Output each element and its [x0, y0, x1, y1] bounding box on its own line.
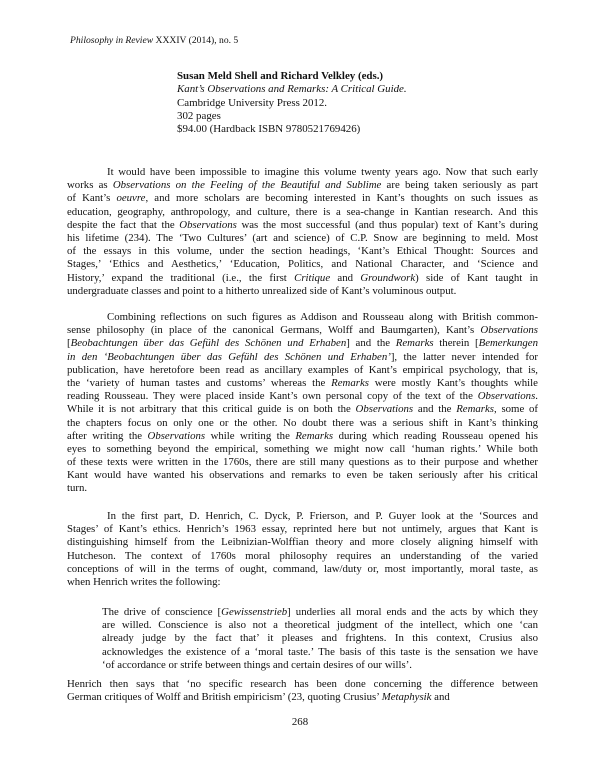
italic-text: Observations — [480, 324, 538, 337]
book-authors: Susan Meld Shell and Richard Velkley (eds.) — [177, 70, 384, 82]
italic-text: oeuvre — [116, 192, 146, 205]
text-line — [67, 364, 538, 377]
text-run: [ — [67, 337, 71, 350]
text-run: acknowledges the existence of a ‘moral taste.’ The basis of this taste is the sensation we have — [102, 645, 538, 658]
paragraph-combining — [67, 311, 538, 496]
text-line — [67, 179, 538, 192]
text-line — [67, 192, 538, 205]
text-line — [67, 430, 538, 443]
text-run: , some of — [493, 403, 538, 416]
text-line — [67, 324, 538, 337]
italic-text: in den ‘Beobachtungen über das Gefühl des Schönen und Erhaben’ — [67, 350, 391, 363]
text-line — [67, 390, 538, 403]
text-line — [67, 258, 538, 271]
text-run: Stages,’ ‘Ethics and Aesthetics,’ ‘Education, Politics, and National Character, and ‘Science and — [67, 258, 538, 271]
text-run: ] and the — [346, 337, 396, 350]
text-run: after writing the — [67, 429, 148, 442]
text-run: conceptions of will in the terms of ought, command, law/duty or, most importantly, moral taste, as — [67, 562, 538, 575]
text-run: . — [535, 390, 538, 403]
text-run: Stages’ of Kant’s ethics. Henrich’s 1963 essay, reprinted here but not untimely, argues that Kant is — [67, 523, 538, 536]
book-info — [177, 70, 407, 136]
text-run: ‘of accordance or strife between things and certain desires of our wills’. — [102, 658, 412, 671]
text-line — [67, 403, 538, 416]
text-run: the ‘variety of human tastes and customs’ whereas the — [67, 376, 332, 389]
text-run: Hutcheson. The context of 1760s moral philosophy requires an understanding of the varied — [67, 549, 538, 562]
text-run: of the essays in this volume, under the section headings, ‘Kant’s Ethical Thought: Sources and — [67, 245, 538, 258]
journal-name: Philosophy in Review — [70, 35, 154, 46]
text-run: publication, have heretofore been read as ancillary examples of Kant’s empirical psychology, that is, — [67, 363, 538, 376]
text-run: and — [431, 691, 450, 704]
text-run: , and more scholars are becoming interested in Kant’s thoughts on such issues as — [145, 192, 538, 205]
italic-text: Observations — [477, 390, 536, 403]
text-run: ], the latter never intended for — [390, 350, 538, 363]
text-run: are being taken seriously as part — [381, 179, 538, 192]
italic-text: Observations on the Feeling of the Beautiful and Sublime — [112, 179, 382, 192]
text-run: The drive of conscience [ — [102, 606, 222, 618]
text-line — [67, 337, 538, 350]
journal-issue: XXXIV (2014), no. 5 — [153, 35, 239, 46]
text-run: when Henrich writes the following: — [67, 575, 221, 588]
text-line — [102, 646, 538, 659]
text-run: during which reading Rousseau opened his — [333, 429, 538, 442]
block-quote — [102, 606, 538, 672]
text-line — [67, 510, 538, 523]
text-line — [67, 456, 538, 469]
paragraph-henrich — [67, 678, 538, 704]
text-run: distinguishing himself from the Leibnizian-Wolffian theory and more closely aligning himself with — [67, 536, 538, 549]
text-run: of Kant’s — [67, 192, 117, 205]
text-run: his lifetime (234). The ‘Two Cultures’ (art and science) of C.P. Snow are beginning to meld. Most — [67, 231, 538, 244]
text-line — [67, 482, 538, 495]
text-line — [67, 219, 538, 232]
italic-text: Remarks — [331, 376, 369, 389]
italic-text: Beobachtungen über das Gefühl des Schönen und Erhaben — [70, 337, 347, 350]
italic-text: Remarks — [395, 337, 434, 350]
paragraph-intro — [67, 166, 538, 298]
text-line — [67, 311, 538, 324]
italic-text: Critique — [294, 271, 331, 284]
text-run: therein [ — [433, 337, 479, 350]
text-run: was the most successful (and thus popular) text of Kant’s during — [236, 218, 538, 231]
paragraph-first-part — [67, 510, 538, 589]
italic-text: Observations — [147, 429, 206, 442]
text-line — [67, 443, 538, 456]
text-run: Combining reflections on such figures as Addison and Rousseau along with British common- — [107, 311, 538, 323]
text-line — [67, 691, 538, 704]
italic-text: Bemerkungen — [478, 337, 538, 350]
text-line — [67, 245, 538, 258]
text-line — [67, 232, 538, 245]
text-run: and the — [413, 403, 457, 416]
text-line — [67, 469, 538, 482]
text-run: ) side of Kant taught in — [415, 271, 538, 284]
book-publisher: Cambridge University Press 2012. — [177, 96, 328, 109]
text-line — [67, 550, 538, 563]
text-run: While it is not arbitrary that this critical guide is on both the — [67, 403, 356, 416]
text-line — [67, 377, 538, 390]
text-line — [67, 536, 538, 549]
text-run: already judge by the fact that’ it pleases and frightens. In this context, Crusius also — [102, 632, 538, 645]
text-run: are willed. Conscience is also not a theoretical judgment of the intellect, which one ‘can — [102, 619, 538, 632]
text-run: Kant would have wanted his observations and remarks to even be taken seriously after his critical — [67, 469, 538, 482]
text-line — [67, 206, 538, 219]
text-run: In the first part, D. Henrich, C. Dyck, P. Frierson, and P. Guyer look at the ‘Sources and — [107, 510, 538, 522]
text-line — [67, 678, 538, 691]
italic-text: Observations — [355, 403, 414, 416]
text-line — [67, 417, 538, 430]
text-line — [67, 166, 538, 179]
text-run: sense philosophy (in place of the canonical Germans, Wolff and Baumgarten), Kant’s — [67, 324, 481, 337]
text-line — [102, 659, 538, 672]
text-run: reading Rousseau. They were placed inside Kant’s own personal copy of the text of the — [67, 390, 478, 403]
text-line — [102, 606, 538, 619]
italic-text: Observations — [179, 218, 237, 231]
italic-text: Gewissenstrieb — [221, 606, 288, 618]
book-price: $94.00 (Hardback ISBN 9780521769426) — [177, 123, 361, 136]
text-run: education, geography, anthropology, and culture, there is a sea-change in Kantian research. And this — [67, 205, 538, 218]
italic-text: Remarks — [456, 403, 494, 416]
book-pages: 302 pages — [177, 109, 221, 122]
italic-text: Metaphysik — [381, 691, 432, 704]
text-line — [67, 576, 538, 589]
text-run: of these texts were written in the 1760s, there are still many questions as to their purpose and whether — [67, 456, 538, 469]
text-run: History,’ expand the traditional (i.e., the first — [67, 271, 295, 284]
text-line — [67, 523, 538, 536]
text-run: turn. — [67, 482, 88, 495]
text-run: were mostly Kant’s thoughts while — [368, 376, 538, 389]
text-run: despite the fact that the — [67, 218, 180, 231]
text-line — [102, 632, 538, 645]
text-line — [67, 285, 538, 298]
text-run: eyes to something beyond the empirical, something we might now call ‘human rights.’ While both — [67, 442, 538, 455]
text-run: ] underlies all moral ends and the acts by which they — [287, 606, 538, 618]
italic-text: Remarks — [295, 429, 334, 442]
text-run: Henrich then says that ‘no specific research has been done concerning the difference between — [67, 678, 538, 690]
text-run: and — [330, 271, 361, 284]
text-run: German critiques of Wolff and British empiricism’ (23, quoting Crusius’ — [67, 691, 382, 704]
italic-text: Groundwork — [360, 271, 416, 284]
text-run: the chapters focus on only one or the other. No doubt there was a serious shift in Kant’s thinking — [67, 416, 538, 429]
text-run: works as — [67, 179, 113, 192]
text-run: while writing the — [205, 429, 296, 442]
running-header — [70, 35, 238, 46]
page-number: 268 — [291, 716, 309, 728]
text-line — [102, 619, 538, 632]
book-title: Kant’s Observations and Remarks: A Critical Guide. — [177, 83, 407, 96]
text-line — [67, 563, 538, 576]
text-line — [67, 351, 538, 364]
text-run: It would have been impossible to imagine this volume twenty years ago. Now that such early — [107, 166, 538, 178]
text-line — [67, 272, 538, 285]
text-run: undergraduate classes and point to a hitherto unrealized side of Kant’s voluminous output. — [67, 284, 457, 297]
